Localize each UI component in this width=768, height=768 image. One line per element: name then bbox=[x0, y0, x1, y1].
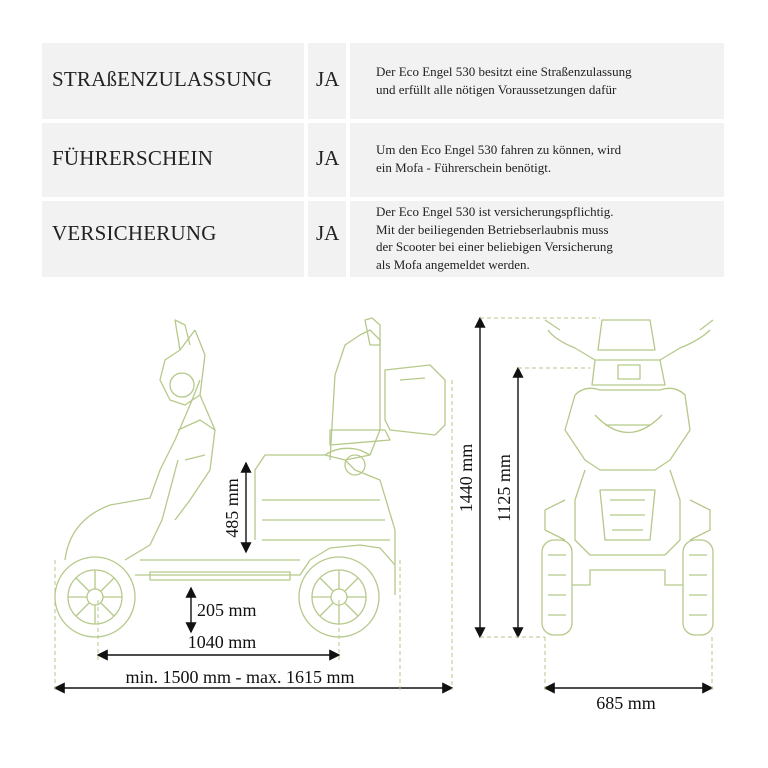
description-line: und erfüllt alle nötigen Voraussetzungen dafür bbox=[376, 81, 617, 97]
description-line: Der Eco Engel 530 ist versicherungspflichtig. bbox=[376, 204, 614, 219]
length-label: min. 1500 mm - max. 1615 mm bbox=[125, 667, 355, 687]
total-height-label: 1440 mm bbox=[456, 443, 476, 513]
description-line: ein Mofa - Führerschein benötigt. bbox=[376, 159, 552, 175]
value-label: JA bbox=[316, 221, 340, 245]
description-line: Der Eco Engel 530 besitzt eine Straßenzulassung bbox=[376, 64, 632, 79]
ground-clearance-label: 205 mm bbox=[197, 600, 257, 620]
category-label: STRAßENZULASSUNG bbox=[52, 67, 273, 91]
description-line: als Mofa angemeldet werden. bbox=[376, 256, 530, 272]
category-label: FÜHRERSCHEIN bbox=[52, 146, 214, 170]
dimension-lines bbox=[55, 318, 712, 688]
description-line: der Scooter bei einer beliebigen Versicherung bbox=[376, 239, 613, 254]
extension-lines bbox=[55, 318, 712, 690]
value-label: JA bbox=[316, 67, 340, 91]
category-label: VERSICHERUNG bbox=[52, 221, 217, 245]
scooter-front-view bbox=[542, 320, 713, 635]
seat-height-label: 485 mm bbox=[222, 478, 242, 538]
seat-back-height-label: 1125 mm bbox=[494, 454, 514, 522]
description-line: Um den Eco Engel 530 fahren zu können, wird bbox=[376, 142, 622, 157]
width-label: 685 mm bbox=[596, 693, 656, 713]
scooter-side-view bbox=[55, 318, 445, 637]
value-label: JA bbox=[316, 146, 340, 170]
wheelbase-label: 1040 mm bbox=[187, 632, 257, 652]
description-line: Mit der beiliegenden Betriebserlaubnis muss bbox=[376, 221, 609, 237]
